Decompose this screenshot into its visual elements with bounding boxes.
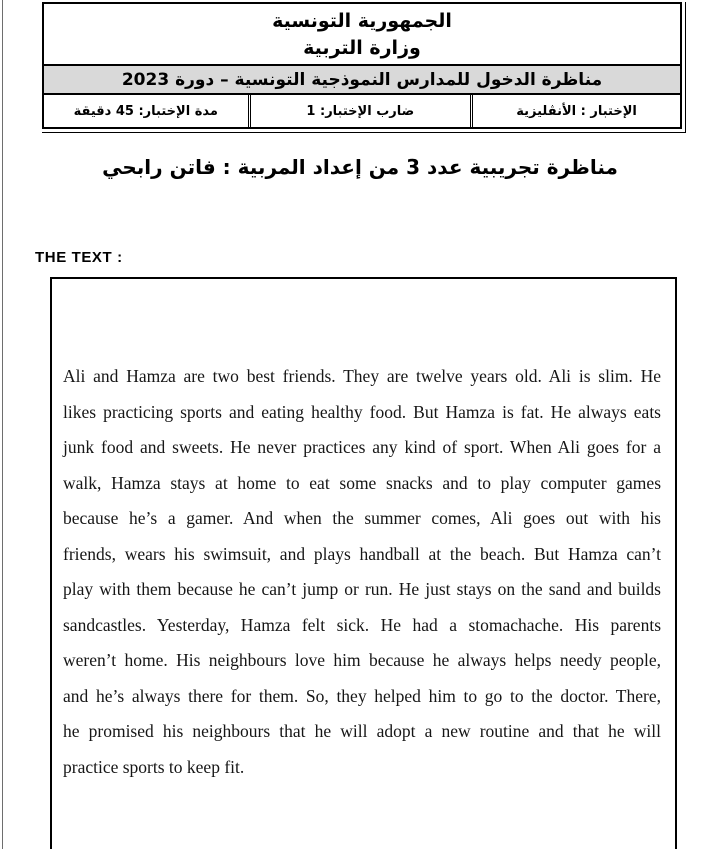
exam-subject-cell: الإختبار : الأنڤليزية	[470, 95, 680, 127]
text-line: likes practicing sports and eating healthy food. But Hamza is fat. He always eats	[63, 401, 661, 422]
text-line: friends, wears his swimsuit, and plays handball at the beach. But Hamza can’t	[63, 543, 661, 564]
text-line: weren’t home. His neighbours love him because he always helps needy people,	[63, 650, 661, 670]
text-line: sandcastles. Yesterday, Hamza felt sick. He had a stomachache. His parents	[63, 614, 661, 635]
text-line: Ali and Hamza are two best friends. They are twelve years old. Ali is slim. He	[63, 366, 661, 386]
exam-duration-cell: مدة الإختبار: 45 دقيقة	[73, 103, 218, 119]
text-line: junk food and sweets. He never practices any kind of sport. When Ali goes for a	[63, 437, 661, 457]
text-line: play with them because he can’t jump or run. He just stays on the sand and builds	[63, 579, 661, 599]
text-line: he promised his neighbours that he will adopt a new routine and that he will	[63, 721, 661, 741]
exam-session-banner: مناظرة الدخول للمدارس النموذجية التونسية – دورة 2023	[44, 64, 680, 95]
text-line: practice sports to keep fit.	[63, 756, 245, 777]
reading-text-box	[50, 277, 677, 849]
exam-coefficient-cell: ضارب الإختبار: 1	[248, 95, 471, 127]
exam-info-row	[44, 95, 680, 127]
text-line: and he’s always there for them. So, they helped him to go to the doctor. There,	[63, 685, 661, 706]
text-line: because he’s a gamer. And when the summer comes, Ali goes out with his	[63, 508, 661, 528]
ministry-header	[44, 4, 680, 64]
text-section-label: THE TEXT :	[35, 249, 123, 266]
text-body	[63, 359, 661, 785]
text-line: walk, Hamza stays at home to eat some snacks and to play computer games	[63, 472, 661, 493]
ministry-title: وزارة التربية	[303, 36, 421, 59]
exam-header-table	[42, 2, 682, 129]
trial-exam-subtitle: مناظرة تجريبية عدد 3 من إعداد المربية : فاتن رابحي	[102, 155, 618, 179]
republic-title: الجمهورية التونسية	[272, 9, 452, 32]
page-edge-line	[2, 0, 3, 849]
